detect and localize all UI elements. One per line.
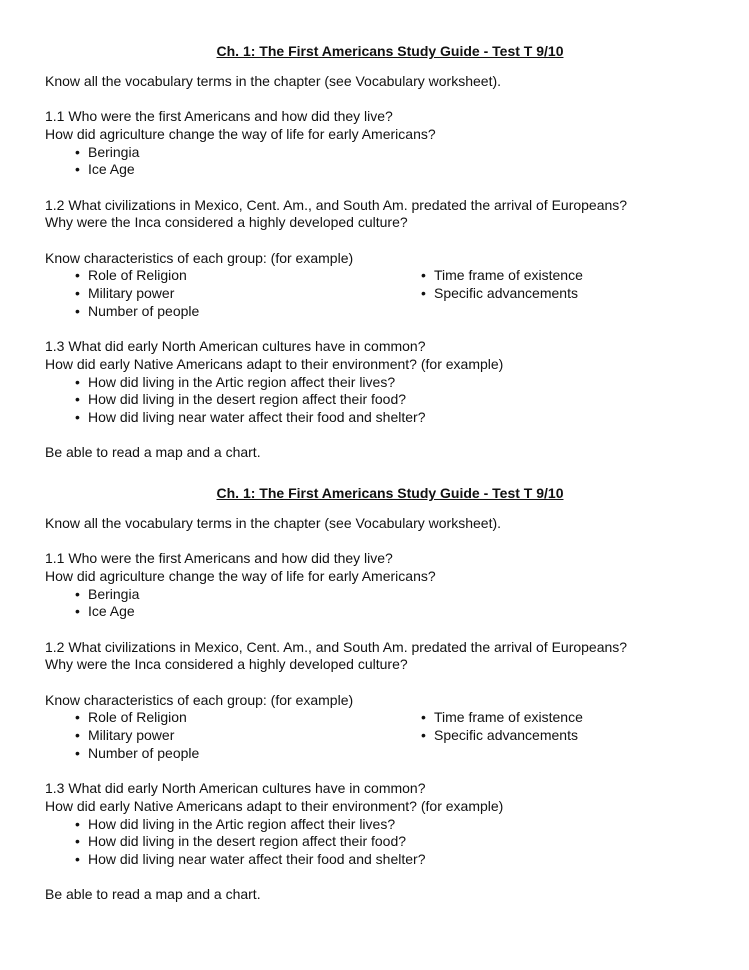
bullet-text: Time frame of existence: [434, 709, 583, 726]
guide-title: Ch. 1: The First Americans Study Guide - Test T 9/10: [216, 43, 564, 59]
bullet-text: Time frame of existence: [434, 267, 583, 284]
bullet-item: [45, 374, 705, 392]
bullet-icon: •: [75, 373, 80, 390]
question: 1.1 Who were the first Americans and how did they live?: [45, 108, 393, 125]
bullet-list: [391, 267, 583, 302]
bullet-item: [45, 586, 705, 604]
bullet-icon: •: [75, 285, 80, 302]
bullet-item: [391, 709, 583, 727]
bullet-item: [45, 833, 705, 851]
bullet-text: How did living in the desert region affect their food?: [88, 391, 407, 408]
vocab-instruction: Know all the vocabulary terms in the chapter (see Vocabulary worksheet).: [45, 514, 502, 531]
question: How did agriculture change the way of life for early Americans?: [45, 567, 436, 584]
question: 1.2 What civilizations in Mexico, Cent. Am., and South Am. predated the arrival of Europeans?: [45, 196, 628, 213]
bullet-text: Military power: [88, 285, 175, 302]
bullet-icon: •: [75, 143, 80, 160]
bullet-icon: •: [75, 267, 80, 284]
question: 1.2 What civilizations in Mexico, Cent. Am., and South Am. predated the arrival of Europeans?: [45, 638, 628, 655]
bullet-text: Ice Age: [88, 603, 135, 620]
question: 1.1 Who were the first Americans and how did they live?: [45, 550, 393, 567]
question: How did early Native Americans adapt to their environment? (for example): [45, 797, 504, 814]
bullet-list: [45, 586, 705, 621]
section-1-1: [45, 550, 705, 621]
bullet-icon: •: [421, 285, 426, 302]
question: Why were the Inca considered a highly developed culture?: [45, 214, 408, 231]
bullet-text: Specific advancements: [434, 285, 578, 302]
question: How did agriculture change the way of life for early Americans?: [45, 125, 436, 142]
study-guide: [45, 43, 705, 480]
bullet-item: [45, 727, 391, 745]
question: Why were the Inca considered a highly developed culture?: [45, 656, 408, 673]
bullet-text: How did living near water affect their food and shelter?: [88, 851, 426, 867]
bullet-item: [45, 303, 391, 321]
bullet-item: [45, 285, 391, 303]
characteristics-intro: Know characteristics of each group: (for example): [45, 249, 354, 266]
bullet-item: [45, 144, 705, 162]
bullet-icon: •: [75, 585, 80, 602]
closing-instruction: Be able to read a map and a chart.: [45, 886, 261, 903]
bullet-text: Ice Age: [88, 161, 135, 178]
bullet-item: [45, 709, 391, 727]
bullet-item: [391, 285, 583, 303]
bullet-list: [45, 374, 705, 427]
bullet-text: How did living in the Artic region affect their lives?: [88, 373, 396, 390]
bullet-icon: •: [75, 815, 80, 832]
bullet-item: [45, 603, 705, 621]
section-1-3: [45, 780, 705, 869]
bullet-item: [45, 161, 705, 179]
bullet-text: Military power: [88, 727, 175, 744]
bullet-text: How did living in the desert region affect their food?: [88, 833, 407, 850]
bullet-icon: •: [75, 744, 80, 761]
bullet-icon: •: [421, 709, 426, 726]
bullet-icon: •: [75, 709, 80, 726]
bullet-icon: •: [75, 833, 80, 850]
bullet-text: Role of Religion: [88, 709, 187, 726]
closing-instruction: Be able to read a map and a chart.: [45, 444, 261, 461]
bullet-item: [45, 816, 705, 834]
section-1-2: [45, 197, 705, 232]
bullet-icon: •: [75, 409, 80, 425]
bullet-item: [391, 267, 583, 285]
bullet-text: How did living near water affect their food and shelter?: [88, 409, 426, 425]
bullet-icon: •: [75, 161, 80, 178]
bullet-list: [45, 816, 705, 869]
bullet-icon: •: [75, 851, 80, 867]
vocab-instruction: Know all the vocabulary terms in the chapter (see Vocabulary worksheet).: [45, 72, 502, 89]
bullet-icon: •: [75, 302, 80, 319]
bullet-icon: •: [75, 391, 80, 408]
characteristics: [45, 692, 705, 763]
question: 1.3 What did early North American cultures have in common?: [45, 780, 426, 797]
bullet-list: [45, 267, 391, 320]
bullet-list: [45, 144, 705, 179]
bullet-item: [45, 391, 705, 409]
bullet-icon: •: [75, 603, 80, 620]
characteristics: [45, 250, 705, 321]
section-1-2: [45, 639, 705, 674]
bullet-icon: •: [421, 267, 426, 284]
question: 1.3 What did early North American cultures have in common?: [45, 338, 426, 355]
characteristics-intro: Know characteristics of each group: (for example): [45, 691, 354, 708]
bullet-list: [45, 709, 391, 762]
bullet-item: [45, 851, 705, 869]
study-guide: [45, 485, 705, 922]
bullet-icon: •: [75, 727, 80, 744]
bullet-text: Specific advancements: [434, 727, 578, 744]
section-1-1: [45, 108, 705, 179]
guide-title: Ch. 1: The First Americans Study Guide - Test T 9/10: [216, 485, 564, 501]
question: How did early Native Americans adapt to their environment? (for example): [45, 355, 504, 372]
bullet-item: [45, 409, 705, 427]
bullet-icon: •: [421, 727, 426, 744]
bullet-item: [45, 745, 391, 763]
bullet-text: Number of people: [88, 302, 200, 319]
bullet-list: [391, 709, 583, 744]
bullet-item: [45, 267, 391, 285]
bullet-text: How did living in the Artic region affect their lives?: [88, 815, 396, 832]
bullet-text: Role of Religion: [88, 267, 187, 284]
bullet-text: Number of people: [88, 744, 200, 761]
bullet-text: Beringia: [88, 585, 140, 602]
section-1-3: [45, 338, 705, 427]
bullet-item: [391, 727, 583, 745]
bullet-text: Beringia: [88, 143, 140, 160]
